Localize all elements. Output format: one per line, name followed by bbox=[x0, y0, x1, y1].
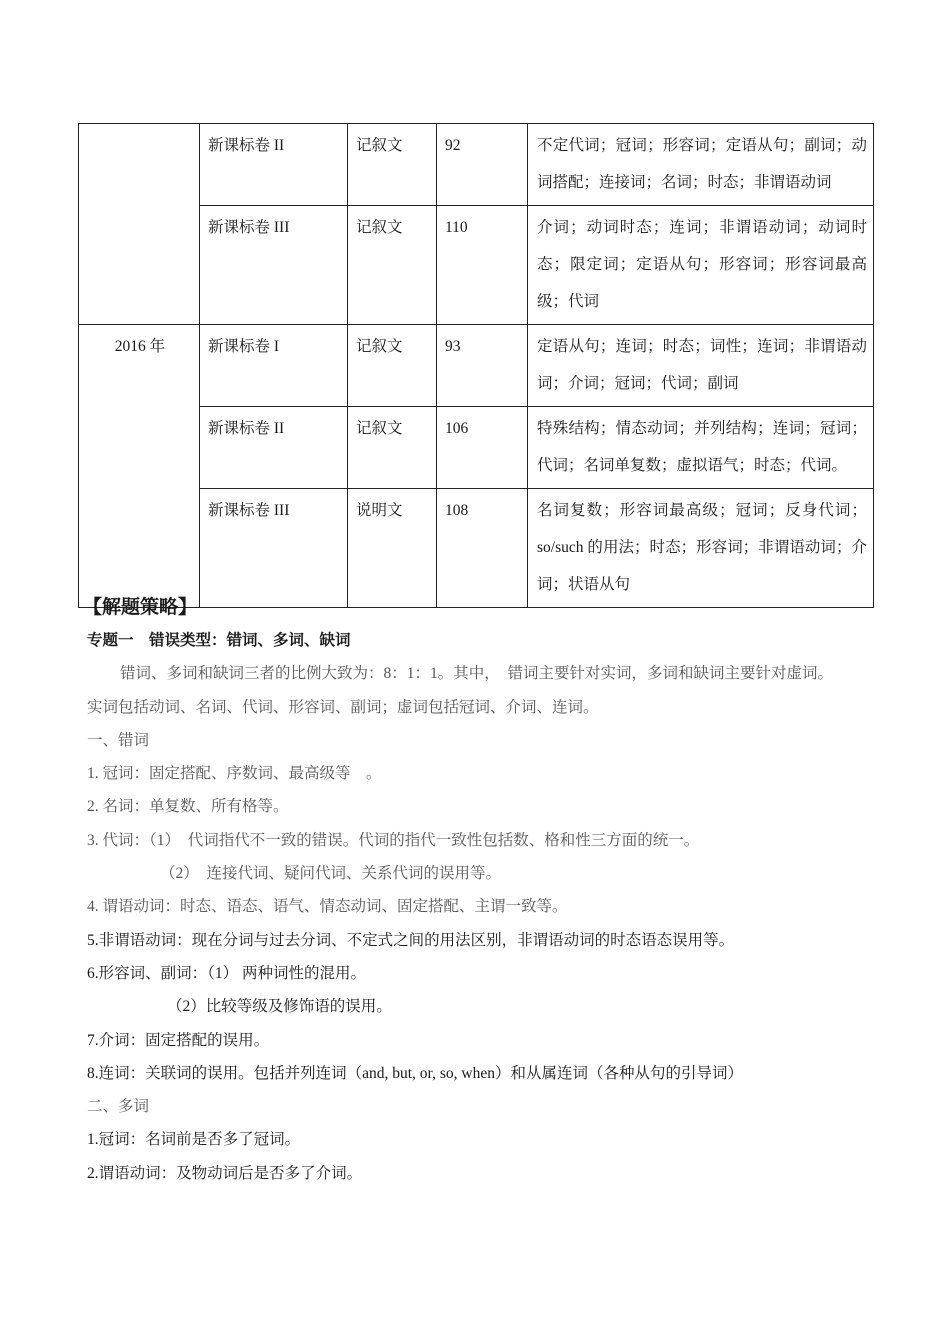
section-heading-extra-word: 二、多词 bbox=[87, 1098, 150, 1116]
word-count-cell: 92 bbox=[437, 124, 528, 206]
list-item: 3. 代词：（1） 代词指代不一致的错误。代词的指代一致性包括数、格和性三方面的统一。 bbox=[87, 831, 700, 849]
word-count-cell: 110 bbox=[437, 206, 528, 325]
table-row bbox=[79, 124, 874, 206]
genre-cell: 说明文 bbox=[348, 489, 437, 608]
intro-paragraph-continued: 实词包括动词、名词、代词、形容词、副词；虚词包括冠词、介词、连词。 bbox=[87, 698, 599, 716]
list-item: 1. 冠词：固定搭配、序数词、最高级等 。 bbox=[87, 765, 382, 783]
exam-analysis-table bbox=[78, 123, 874, 608]
genre-cell: 记叙文 bbox=[348, 407, 437, 489]
list-item: 8.连词：关联词的误用。包括并列连词（and, but, or, so, when）和从属连词（各种从句的引导词） bbox=[87, 1064, 743, 1082]
year-cell: 2016 年 bbox=[79, 325, 200, 608]
list-item: 1.冠词：名词前是否多了冠词。 bbox=[87, 1131, 301, 1149]
paper-cell: 新课标卷 II bbox=[200, 407, 348, 489]
word-count-cell: 106 bbox=[437, 407, 528, 489]
list-item: 2.谓语动词：及物动词后是否多了介词。 bbox=[87, 1164, 363, 1182]
list-sub-item: （2）比较等级及修饰语的误用。 bbox=[167, 998, 392, 1016]
table-row bbox=[79, 325, 874, 407]
strategy-heading: 【解题策略】 bbox=[83, 597, 198, 618]
intro-paragraph: 错词、多词和缺词三者的比例大致为：8：1：1。其中， 错词主要针对实词，多词和缺词主要针对虚词。 bbox=[120, 665, 834, 683]
strategy-section bbox=[83, 592, 877, 1190]
list-item: 4. 谓语动词：时态、语态、语气、情态动词、固定搭配、主谓一致等。 bbox=[87, 898, 568, 916]
test-points-cell: 不定代词；冠词；形容词；定语从句；副词；动词搭配；连接词；名词；时态；非谓语动词 bbox=[528, 124, 874, 206]
test-points-cell: 名词复数；形容词最高级；冠词；反身代词；so/such 的用法；时态；形容词；非谓语动词；介词；状语从句 bbox=[528, 489, 874, 608]
paper-cell: 新课标卷 III bbox=[200, 206, 348, 325]
year-cell bbox=[79, 124, 200, 325]
genre-cell: 记叙文 bbox=[348, 124, 437, 206]
list-item: 6.形容词、副词：（1） 两种词性的混用。 bbox=[87, 964, 367, 982]
test-points-cell: 定语从句；连词；时态；词性；连词；非谓语动词；介词；冠词；代词；副词 bbox=[528, 325, 874, 407]
list-item: 5.非谓语动词：现在分词与过去分词、不定式之间的用法区别，非谓语动词的时态语态误用等。 bbox=[87, 931, 735, 949]
topic-heading: 专题一 错误类型：错词、多词、缺词 bbox=[87, 632, 351, 649]
genre-cell: 记叙文 bbox=[348, 325, 437, 407]
paper-cell: 新课标卷 II bbox=[200, 124, 348, 206]
paper-cell: 新课标卷 III bbox=[200, 489, 348, 608]
list-sub-item: （2） 连接代词、疑问代词、关系代词的误用等。 bbox=[160, 865, 502, 883]
list-item: 7.介词：固定搭配的误用。 bbox=[87, 1031, 270, 1049]
test-points-cell: 介词；动词时态；连词；非谓语动词；动词时态；限定词；定语从句；形容词；形容词最高级；代词 bbox=[528, 206, 874, 325]
word-count-cell: 108 bbox=[437, 489, 528, 608]
test-points-cell: 特殊结构；情态动词；并列结构；连词；冠词；代词；名词单复数；虚拟语气；时态；代词。 bbox=[528, 407, 874, 489]
genre-cell: 记叙文 bbox=[348, 206, 437, 325]
list-item: 2. 名词：单复数、所有格等。 bbox=[87, 798, 289, 816]
word-count-cell: 93 bbox=[437, 325, 528, 407]
section-heading-wrong-word: 一、错词 bbox=[87, 731, 150, 749]
paper-cell: 新课标卷 I bbox=[200, 325, 348, 407]
